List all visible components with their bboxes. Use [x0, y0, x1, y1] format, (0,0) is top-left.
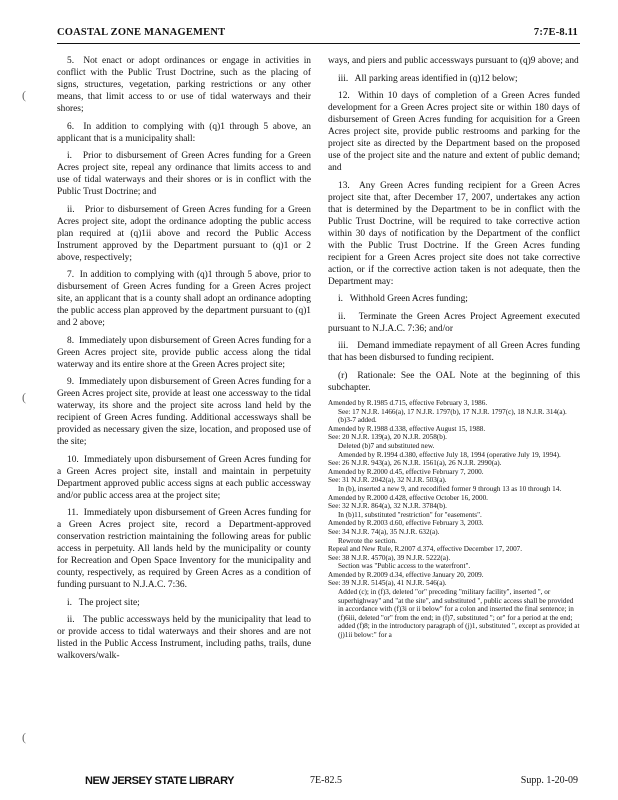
header-rule: [57, 43, 580, 44]
history-note: See: 32 N.J.R. 864(a), 32 N.J.R. 3784(b).: [328, 502, 447, 511]
history-notes: [328, 399, 580, 640]
history-note: Rewrote the section.: [338, 536, 397, 545]
history-note: Amended by R.1994 d.380, effective July 18, 1994 (operative July 19, 1994).: [338, 450, 561, 459]
history-note: Amended by R.2000 d.428, effective October 16, 2000.: [328, 493, 488, 502]
paragraph-11: 11. Immediately upon disbursement of Green Acres funding for a Green Acres project site, record a Department-approved conservation restriction maintaining the following areas for public access in perpetuity. All lands held by the municipality or county for Recreation and Open Space Inventory for the municipality and county, respectively, as required by Green Acres as a condition of funding pursuant to N.J.A.C. 7:36.: [57, 508, 311, 590]
history-note: (b)3-7 added.: [338, 416, 377, 425]
history-note: Added (c); in (f)3, deleted "or" preceding "military facility", inserted ", or superhighway" and "at the site", and substituted ", public access shall be provided in accordance with (f)3i or ii below" for a colon and inserted the final sentence; in (f)6iii, deleted "or" from the end; in (f)7, substituted "; or" for a period at the end; added (f)8; in the introductory paragraph of (j)1, substituted ", except as provided at (j)1ii below:" for a: [338, 588, 580, 640]
running-head-title: COASTAL ZONE MANAGEMENT: [57, 27, 226, 38]
history-note: See: 34 N.J.R. 74(a), 35 N.J.R. 632(a).: [328, 527, 440, 536]
paragraph-8: 8. Immediately upon disbursement of Green Acres funding for a Green Acres project site, provide public access along the tidal waterway and its entire shore at the Green Acres project site;: [57, 335, 311, 370]
paragraph-r: (r) Rationale: See the OAL Note at the beginning of this subchapter.: [328, 370, 580, 393]
history-note: See: 38 N.J.R. 4570(a), 39 N.J.R. 5222(a).: [328, 553, 451, 562]
paragraph-13-ii: ii. Terminate the Green Acres Project Agreement executed pursuant to N.J.A.C. 7:36; and/or: [328, 311, 580, 334]
paragraph-11-ii: ii. The public accessways held by the municipality that lead to or provide access to tidal waterways and their shores and are not listed in the Public Access Instrument, including paths, trails, dune walkovers/walk-: [57, 615, 311, 661]
binder-hole-mark: (: [22, 88, 26, 102]
history-note: Amended by R.2009 d.34, effective January 20, 2009.: [328, 570, 484, 579]
history-note: Amended by R.1985 d.715, effective February 3, 1986.: [328, 399, 488, 407]
left-column: [57, 55, 311, 668]
footer-page-number: 7E-82.5: [310, 775, 342, 786]
paragraph-11-ii-cont: ways, and piers and public accessways pursuant to (q)9 above; and: [328, 56, 579, 66]
history-note: Amended by R.2000 d.45, effective February 7, 2000.: [328, 467, 484, 476]
history-note: Section was "Public access to the waterfront".: [338, 562, 471, 571]
history-note: Amended by R.2003 d.60, effective February 3, 2003.: [328, 519, 484, 528]
history-note: In (b)11, substituted "restriction" for "easements".: [338, 510, 482, 519]
paragraph-11-i: i. The project site;: [67, 597, 140, 608]
history-note: See: 20 N.J.R. 139(a), 20 N.J.R. 2058(b).: [328, 433, 447, 442]
binder-hole-mark: (: [22, 730, 26, 744]
history-note: Deleted (b)7 and substituted new.: [338, 441, 435, 450]
paragraph-10: 10. Immediately upon disbursement of Green Acres funding for a Green Acres project site, install and maintain in perpetuity Department approved public access signs at each public accessway and/or public access area at the project site;: [57, 454, 311, 501]
footer-library-stamp: NEW JERSEY STATE LIBRARY: [85, 775, 234, 787]
paragraph-9: 9. Immediately upon disbursement of Green Acres funding for a Green Acres project site, provide at least one accessway to the tidal waterway, its shore and the project site across land held by the recipient of Green Acres funding. Additional accessways shall be provided as necessary given the size, location, and proposed use of the site;: [57, 377, 311, 447]
paragraph-6-ii: ii. Prior to disbursement of Green Acres funding for a Green Acres project site, adopt the ordinance adopting the public access plan required at (q)1ii above and record the Public Access Instrument approved by the Department pursuant to (q)1 or 2 above, respectively;: [57, 204, 311, 263]
paragraph-13: 13. Any Green Acres funding recipient for a Green Acres project site that, after December 17, 2007, undertakes any action that is determined by the Department to be in conflict with the Public Trust Doctrine, will be required to take corrective action within 30 days of notification by the Department of the conflict with the Public Trust Doctrine. If the Green Acres funding recipient for a Green Acres project site does not take corrective action, or if the corrective action taken is not adequate, then the Department may:: [328, 180, 580, 287]
footer-supplement: Supp. 1-20-09: [520, 775, 578, 786]
history-note: In (b), inserted a new 9, and recodified former 9 through 13 as 10 through 14.: [338, 484, 562, 493]
running-head-section: 7:7E-8.11: [533, 27, 578, 38]
history-note: Repeal and New Rule, R.2007 d.374, effective December 17, 2007.: [328, 545, 523, 554]
right-column: [328, 55, 580, 640]
history-note: See: 31 N.J.R. 2042(a), 32 N.J.R. 503(a).: [328, 476, 447, 485]
history-note: Amended by R.1988 d.338, effective August 15, 1988.: [328, 424, 486, 433]
history-note: See: 17 N.J.R. 1466(a), 17 N.J.R. 1797(b), 17 N.J.R. 1797(c), 18 N.J.R. 314(a).: [338, 407, 567, 416]
paragraph-7: 7. In addition to complying with (q)1 through 5 above, prior to disbursement of Green Acres funding for a Green Acres project site, an applicant that is a county shall adopt an ordinance adopting the public access plan approved by the department pursuant to (q)1 and 2 above;: [57, 270, 311, 328]
paragraph-12: 12. Within 10 days of completion of a Green Acres funded development for a Green Acres project site or within 180 days of disbursement of Green Acres funding for acquisition for a Green Acres project site, provide public restrooms and parking for the project site as directed by the Department based on the proposed use of the project site and the nature and extent of public demand; and: [328, 91, 580, 173]
paragraph-11-iii: iii. All parking areas identified in (q)12 below;: [338, 73, 518, 84]
paragraph-13-iii: iii. Demand immediate repayment of all Green Acres funding that has been disbursed to funding recipient.: [328, 341, 580, 363]
paragraph-13-i: i. Withhold Green Acres funding;: [338, 294, 468, 304]
paragraph-6: 6. In addition to complying with (q)1 through 5 above, an applicant that is a municipality shall:: [57, 121, 311, 144]
binder-hole-mark: (: [22, 390, 26, 404]
paragraph-5: 5. Not enact or adopt ordinances or engage in activities in conflict with the Public Trust Doctrine, such as the placing of signs, structures, vegetation, parking restrictions or any other means, that limit access to or use of tidal waterways and their shores;: [57, 56, 311, 114]
history-note: See: 26 N.J.R. 943(a), 26 N.J.R. 1561(a), 26 N.J.R. 2990(a).: [328, 459, 502, 468]
history-note: See: 39 N.J.R. 5145(a), 41 N.J.R. 546(a).: [328, 579, 447, 588]
paragraph-6-i: i. Prior to disbursement of Green Acres funding for a Green Acres project site, repeal any ordinance that limits access to and use of tidal waterways and their shores or is in conflict with the Public Trust Doctrine; and: [57, 151, 311, 197]
